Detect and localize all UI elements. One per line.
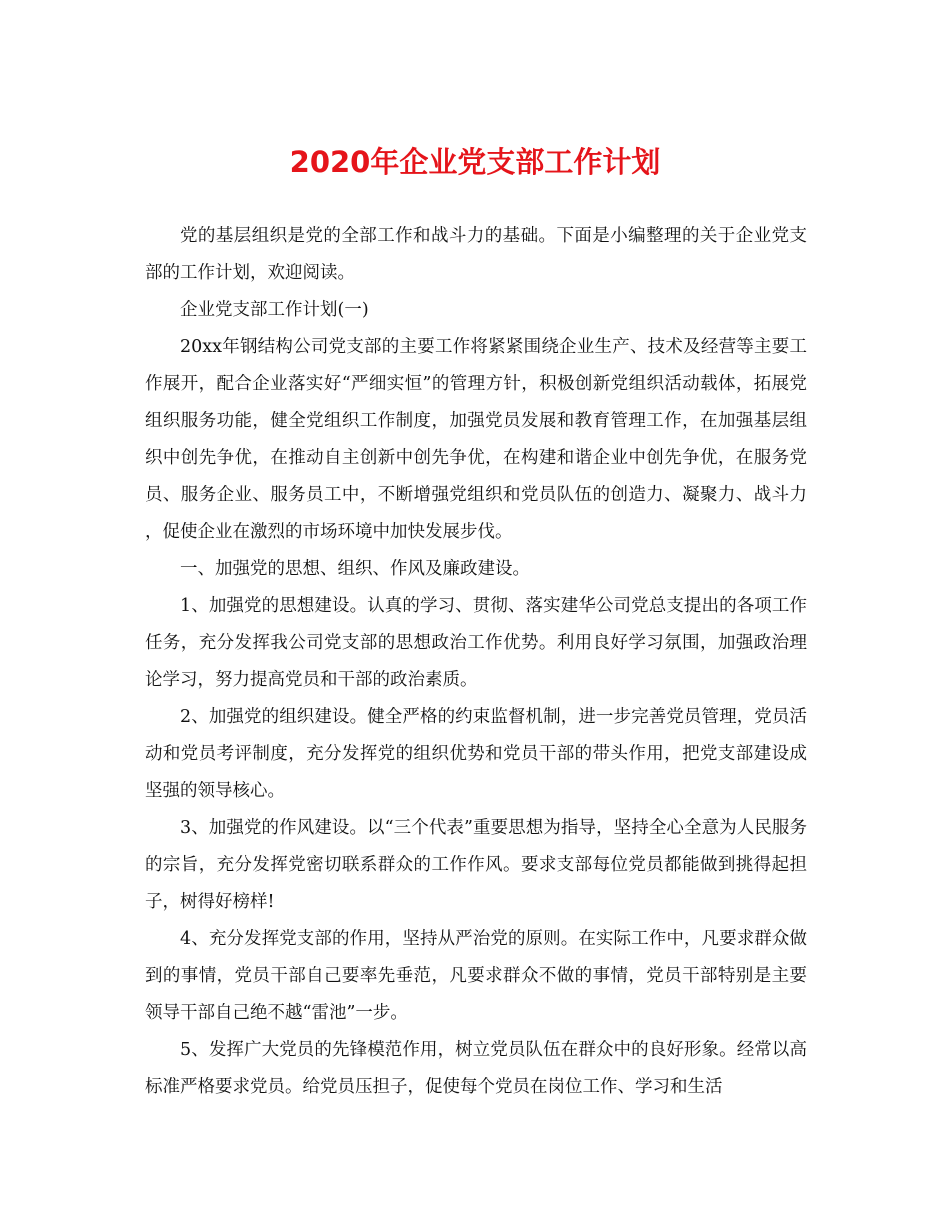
document-title: 2020年企业党支部工作计划 — [289, 145, 661, 179]
list-item-4: 4、充分发挥党支部的作用，坚持从严治党的原则。在实际工作中，凡要求群众做到的事情，党员干部自己要率先垂范，凡要求群众不做的事情，党员干部特别是主要领导干部自己绝不越“雷池”一步。 — [145, 929, 807, 1023]
document-body — [145, 218, 807, 1106]
list-item-1: 1、加强党的思想建设。认真的学习、贯彻、落实建华公司党总支提出的各项工作任务，充分发挥我公司党支部的思想政治工作优势。利用良好学习氛围，加强政治理论学习，努力提高党员和干部的政治素质。 — [145, 596, 807, 690]
list-item-2: 2、加强党的组织建设。健全严格的约束监督机制，进一步完善党员管理，党员活动和党员考评制度，充分发挥党的组织优势和党员干部的带头作用，把党支部建设成坚强的领导核心。 — [145, 707, 807, 801]
list-item-5: 5、发挥广大党员的先锋模范作用，树立党员队伍在群众中的良好形象。经常以高标准严格要求党员。给党员压担子，促使每个党员在岗位工作、学习和生活 — [145, 1040, 807, 1097]
paragraph-intro: 党的基层组织是党的全部工作和战斗力的基础。下面是小编整理的关于企业党支部的工作计划，欢迎阅读。 — [145, 226, 807, 283]
section-heading-plan-one: 企业党支部工作计划(一) — [180, 300, 369, 320]
list-item-3: 3、加强党的作风建设。以“三个代表”重要思想为指导，坚持全心全意为人民服务的宗旨，充分发挥党密切联系群众的工作作风。要求支部每位党员都能做到挑得起担子，树得好榜样! — [145, 818, 807, 912]
section-heading-part-one: 一、加强党的思想、组织、作风及廉政建设。 — [180, 559, 530, 579]
paragraph-overview: 20xx年钢结构公司党支部的主要工作将紧紧围绕企业生产、技术及经营等主要工作展开，配合企业落实好“严细实恒”的管理方针，积极创新党组织活动载体，拓展党组织服务功能，健全党组织工作制度，加强党员发展和教育管理工作，在加强基层组织中创先争优，在推动自主创新中创先争优，在构建和谐企业中创先争优，在服务党员、服务企业、服务员工中，不断增强党组织和党员队伍的创造力、凝聚力、战斗力，促使企业在激烈的市场环境中加快发展步伐。 — [145, 337, 807, 542]
